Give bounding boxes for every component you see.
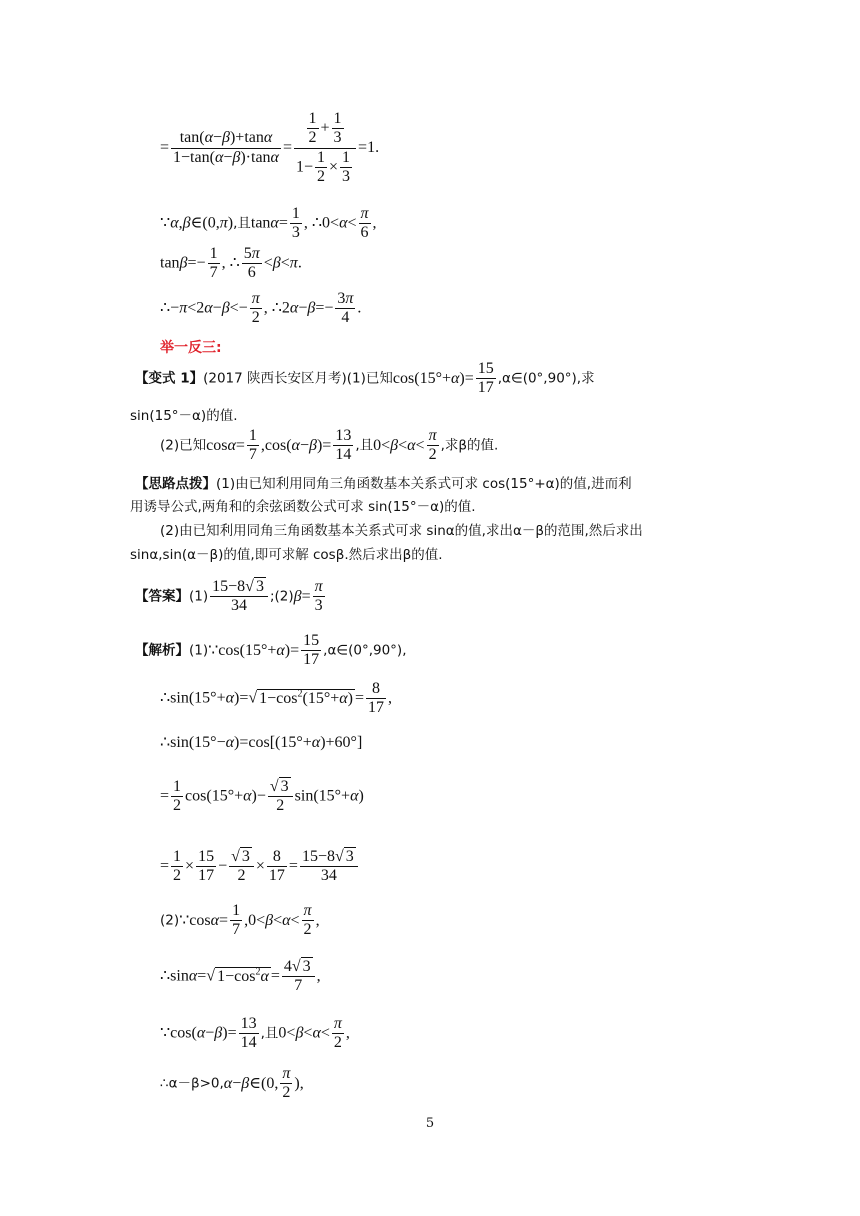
variant-part2-pre: (2)已知 <box>160 437 207 454</box>
solution-cos-alpha-minus-beta: ∵cos(α−β)= $\frac{13}{14}$ ,且0<β<α< $\frac{\pi}{2}$ , <box>160 1015 350 1052</box>
hint-line-4: sinα,sin(α－β)的值,即可求解 cosβ.然后求出β的值. <box>130 547 443 563</box>
hint-line-3: (2)由已知利用同角三角函数基本关系式可求 sinα的值,求出α－β的范围,然后求出 <box>160 523 643 539</box>
solution-cond: ,α∈(0°,90°), <box>323 642 407 659</box>
formula-alpha-range: ∵α,β∈(0,π),且tanα= $\frac{1}{3}$ , ∴0<α< $\frac{\pi}{6}$ , <box>160 205 377 242</box>
page-number: 5 <box>425 1116 435 1131</box>
solution-sin-15-minus: ∴sin(15°−α)=cos[(15°+α)+60°] <box>160 734 363 751</box>
comma: , <box>303 214 308 232</box>
solution-line-1: 【解析】(1)∵cos(15°+α)= $\frac{15}{17}$ ,α∈(0°,90°), <box>135 632 407 669</box>
variant-part2-mid: ,且 <box>355 437 374 454</box>
variant-line-2: (2)已知cosα= $\frac{1}{7}$ ,cos(α−β)= $\frac{13}{14}$ ,且0<β<α< $\frac{\pi}{2}$ ,求β的值. <box>160 427 499 464</box>
variant-line-1: 【变式 1】(2017 陕西长安区月考)(1)已知cos(15°+α)= $\frac{15}{17}$ ,α∈(0°,90°),求 <box>135 360 595 397</box>
section-heading: 举一反三: <box>160 340 222 356</box>
text-and: ,且 <box>233 215 251 232</box>
solution-compute: = $\frac{1}{2}$ × $\frac{15}{17}$ − $\frac{√ 3}{2}$ × $\frac{8}{17}$ = $\frac{15-8√ 3}{34}$ <box>160 848 360 886</box>
answer-line: 【答案】(1) $\frac{15-8√ 3}{34}$ ;(2)β= $\frac{\pi}{3}$ <box>135 578 323 615</box>
hint-line-1 <box>135 472 632 492</box>
answer-label: 【答案】 <box>135 588 189 605</box>
solution-sin-15-plus: ∴sin(15°+α)=√ $1-\cos^2(15^\circ+\alpha)$ = $\frac{8}{17}$ , <box>160 680 393 717</box>
answer-sep: ;(2) <box>269 588 294 605</box>
variant-label: 【变式 1】 <box>135 370 204 387</box>
variant-source: (2017 陕西长安区月考) <box>203 370 347 387</box>
hint-label: 【思路点拨】 <box>135 476 216 492</box>
formula-2alpha-minus-beta: ∴−π<2α−β<− $\frac{\pi}{2}$ , ∴2α−β=− $\frac{3\pi}{4}$ . <box>160 290 362 327</box>
solution-label: 【解析】 <box>135 642 189 659</box>
solution-expand: = $\frac{1}{2}$ cos(15°+α)− $\frac{√ 3}{2}$ sin(15°+α) <box>160 778 364 815</box>
formula-tan-result: = $\frac{\tan(\alpha-\beta)+\tan\alpha}{1-\tan(\alpha-\beta)\cdot\tan\alpha}$ = $\frac{1}{2}$ + $\frac{1}{3}$ 1− $\frac{1}{2}$ × $\frac{1}{3}$ =1. <box>160 110 380 186</box>
solution-step-a: ∴α－β>0, <box>160 1075 224 1092</box>
variant-part1-pre: (1)已知 <box>346 370 393 387</box>
variant-line-1b: sin(15°－α)的值. <box>130 408 238 424</box>
hint-line-2: 用诱导公式,两角和的余弦函数公式可求 sin(15°－α)的值. <box>130 499 476 515</box>
hint-p1a: (1)由已知利用同角三角函数基本关系式可求 cos(15°+α)的值,进而利 <box>216 476 632 492</box>
solution-part2-line: (2)∵cosα= $\frac{1}{7}$ ,0<β<α< $\frac{\pi}{2}$ , <box>160 902 320 939</box>
solution-alpha-minus-beta: ∴α－β>0,α−β∈(0, $\frac{\pi}{2}$ ), <box>160 1065 304 1102</box>
formula-beta-range: tanβ=− $\frac{1}{7}$ , ∴ $\frac{5\pi}{6}$ <β<π. <box>160 245 302 282</box>
period: . <box>375 138 380 156</box>
solution-sin-alpha: ∴sinα=√ $1-\cos^2\alpha$ = $\frac{4√ 3}{7}$ , <box>160 958 321 995</box>
variant-part1-cond: α∈(0°,90°),求 <box>502 370 595 387</box>
answer-p1: (1) <box>189 588 209 605</box>
solution-p2: (2) <box>160 912 180 929</box>
solution-p1: (1) <box>189 642 209 659</box>
variant-part2-ask: ,求β的值. <box>440 437 499 454</box>
